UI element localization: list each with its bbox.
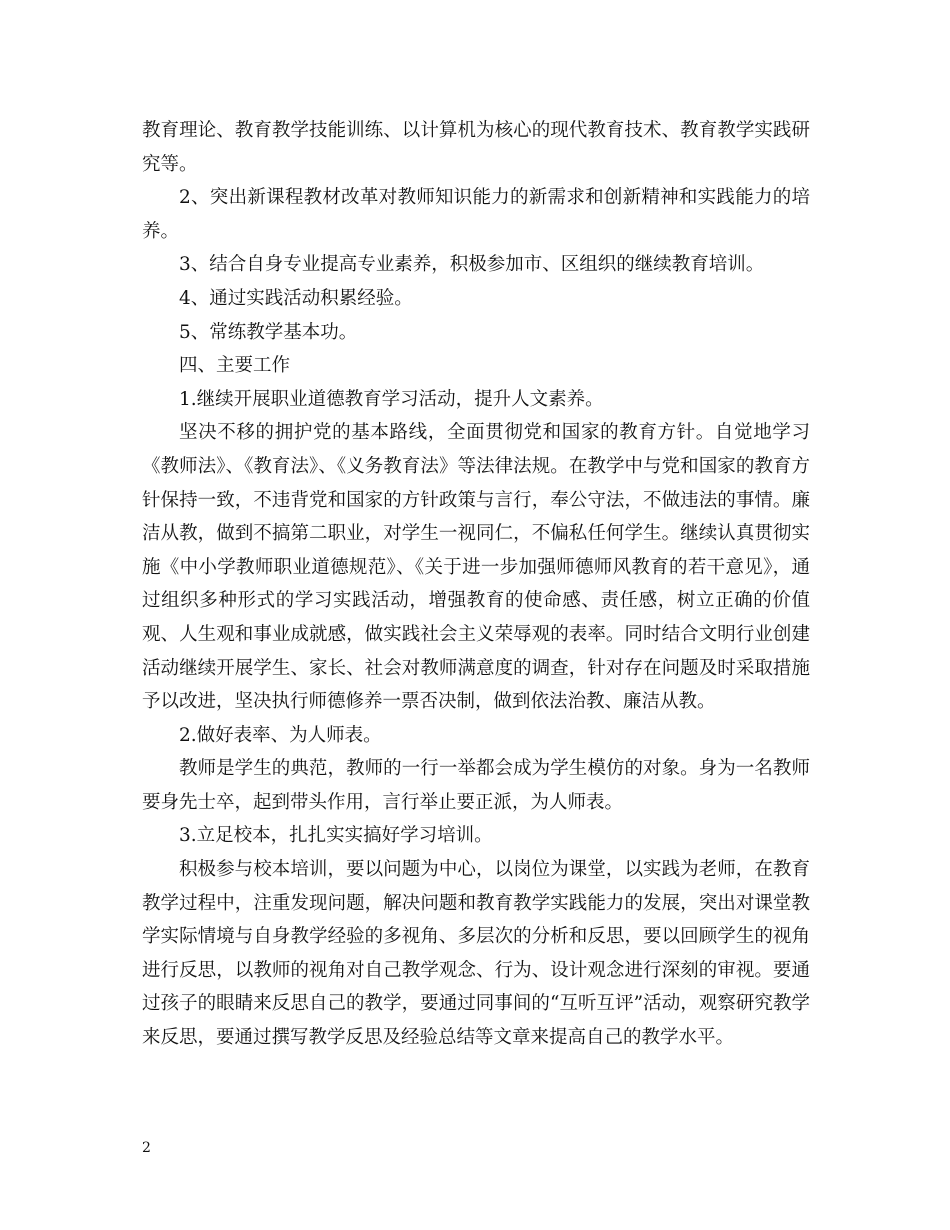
document-body xyxy=(142,114,810,1055)
paragraph-8: 坚决不移的拥护党的基本路线，全面贯彻党和国家的教育方针。自觉地学习《教师法》、《教育法》、《义务教育法》等法律法规。在教学中与党和国家的教育方针保持一致，不违背党和国家的方针政策与言行，奉公守法，不做违法的事情。廉洁从教，做到不搞第二职业，对学生一视同仁，不偏私任何学生。继续认真贯彻实施《中小学教师职业道德规范》、《关于进一步加强师德师风教育的若干意见》，通过组织多种形式的学习实践活动，增强教育的使命感、责任感，树立正确的价值观、人生观和事业成就感，做实践社会主义荣辱观的表率。同时结合文明行业创建活动继续开展学生、家长、社会对教师满意度的调查，针对存在问题及时采取措施予以改进，坚决执行师德修养一票否决制，做到依法治教、廉洁从教。 xyxy=(142,422,810,713)
paragraph-4: 4、通过实践活动积累经验。 xyxy=(179,287,413,309)
paragraph-12: 积极参与校本培训，要以问题为中心，以岗位为课堂，以实践为老师，在教育教学过程中，注重发现问题，解决问题和教育教学实践能力的发展，突出对课堂教学实际情境与自身教学经验的多视角、多层次的分析和反思，要以回顾学生的视角进行反思，以教师的视角对自己教学观念、行为、设计观念进行深刻的审视。要通过孩子的眼睛来反思自己的教学，要通过同事间的“互听互评”活动，观察研究教学来反思，要通过撰写教学反思及经验总结等文章来提高自己的教学水平。 xyxy=(142,859,810,1049)
paragraph-5: 5、常练教学基本功。 xyxy=(179,321,358,343)
paragraph-3: 3、结合自身专业提高专业素养，积极参加市、区组织的继续教育培训。 xyxy=(179,254,765,276)
page-number: 2 xyxy=(142,1140,151,1156)
paragraph-10: 教师是学生的典范，教师的一行一举都会成为学生模仿的对象。身为一名教师要身先士卒，起到带头作用，言行举止要正派，为人师表。 xyxy=(142,758,810,813)
subheading-1: 1.继续开展职业道德教育学习活动，提升人文素养。 xyxy=(179,388,604,410)
paragraph-2: 2、突出新课程教材改革对教师知识能力的新需求和创新精神和实践能力的培养。 xyxy=(142,187,810,242)
subheading-3: 3.立足校本，扎扎实实搞好学习培训。 xyxy=(179,825,493,847)
paragraph-1: 教育理论、教育教学技能训练、以计算机为核心的现代教育技术、教育教学实践研究等。 xyxy=(142,120,810,175)
section-heading-main-work: 四、主要工作 xyxy=(179,355,291,377)
subheading-2: 2.做好表率、为人师表。 xyxy=(179,724,382,746)
